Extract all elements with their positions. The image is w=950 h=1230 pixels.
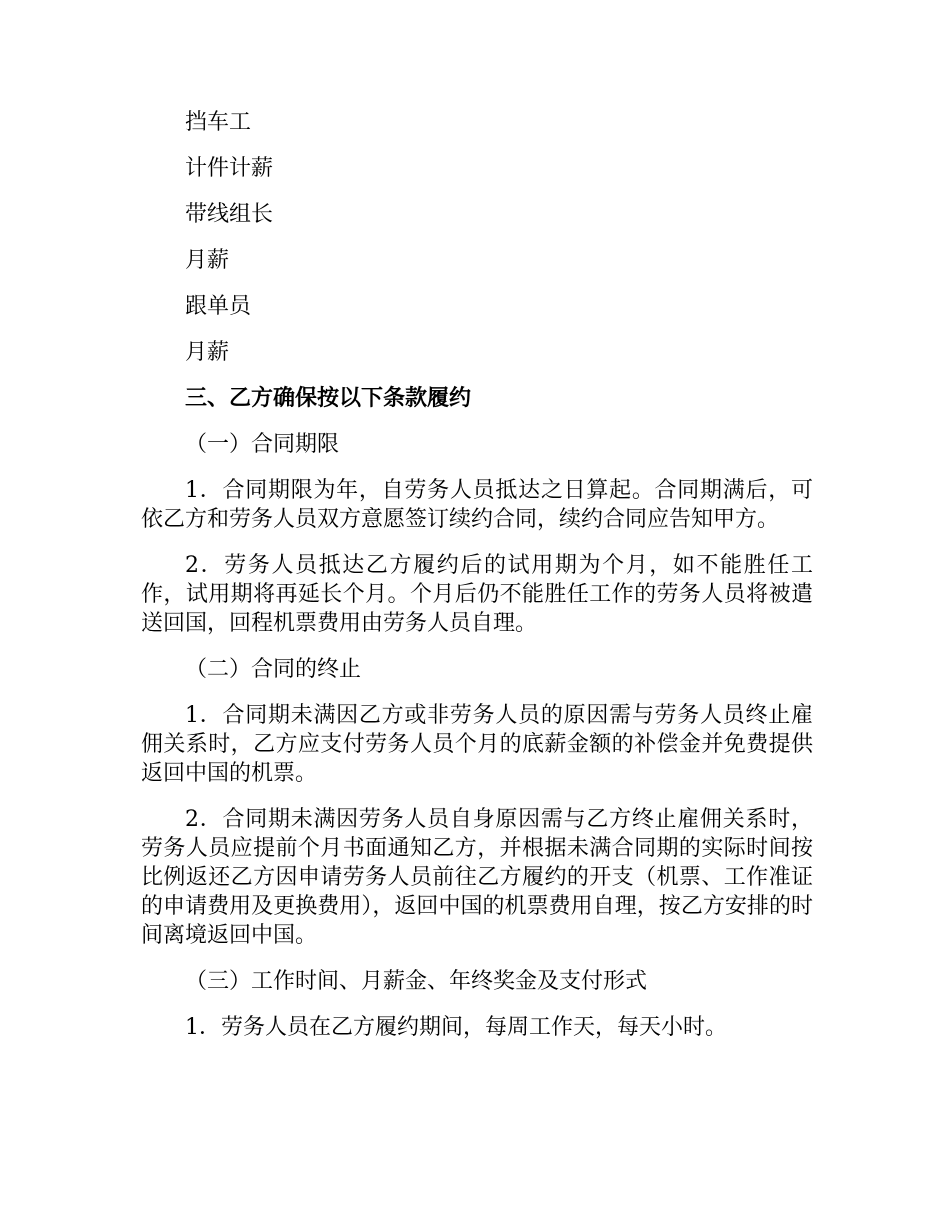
position-item-merchandiser: 跟单员 — [185, 294, 252, 319]
paragraph-contract-term-2: 2．劳务人员抵达乙方履约后的试用期为个月，如不能胜任工作，试用期将再延长个月。个月后仍不能胜任工作的劳务人员将被遣送回国，回程机票费用由劳务人员自理。 — [141, 553, 813, 636]
subsection-title-working-hours: （三）工作时间、月薪金、年终奖金及支付形式 — [185, 969, 648, 994]
document-page — [141, 108, 813, 1059]
pay-type-monthly-2: 月薪 — [185, 340, 230, 365]
position-item-line-leader: 带线组长 — [185, 202, 274, 227]
pay-type-piece-rate: 计件计薪 — [185, 156, 274, 181]
subsection-title-termination: （二）合同的终止 — [185, 657, 362, 682]
subsection-title-contract-term: （一）合同期限 — [185, 432, 340, 457]
pay-type-monthly: 月薪 — [185, 248, 230, 273]
paragraph-termination-1: 1．合同期未满因乙方或非劳务人员的原因需与劳务人员终止雇佣关系时，乙方应支付劳务人员个月的底薪金额的补偿金并免费提供返回中国的机票。 — [141, 703, 813, 786]
section-heading: 三、乙方确保按以下条款履约 — [185, 386, 472, 411]
paragraph-termination-2: 2．合同期未满因劳务人员自身原因需与乙方终止雇佣关系时，劳务人员应提前个月书面通知乙方，并根据未满合同期的实际时间按比例返还乙方因申请劳务人员前往乙方履约的开支（机票、工作准证的申请费用及更换费用），返回中国的机票费用自理，按乙方安排的时间离境返回中国。 — [141, 807, 813, 948]
paragraph-working-hours-1: 1．劳务人员在乙方履约期间，每周工作天，每天小时。 — [185, 1015, 727, 1040]
paragraph-contract-term-1: 1．合同期限为年，自劳务人员抵达之日算起。合同期满后，可依乙方和劳务人员双方意愿签订续约合同，续约合同应告知甲方。 — [141, 478, 813, 532]
position-item-loom-operator: 挡车工 — [185, 110, 252, 135]
